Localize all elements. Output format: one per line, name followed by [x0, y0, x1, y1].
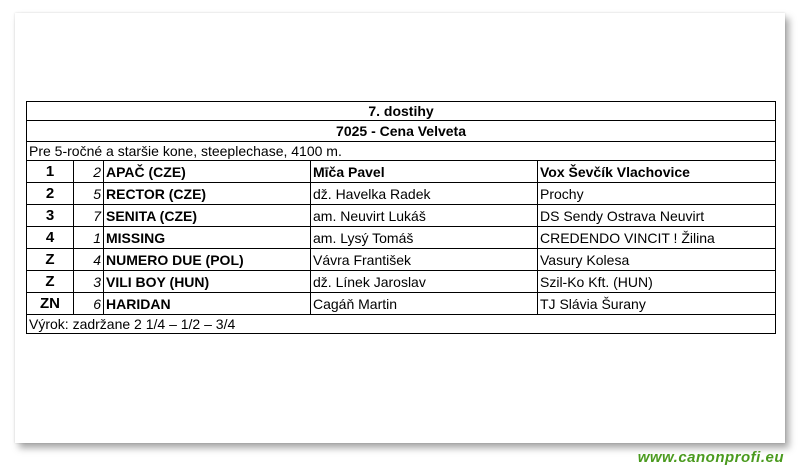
start-number: 5: [74, 183, 104, 205]
start-number: 1: [74, 227, 104, 249]
jockey-name: dž. Havelka Radek: [311, 183, 538, 205]
finish-position: 2: [27, 183, 74, 205]
owner-name: TJ Slávia Šurany: [538, 293, 776, 315]
finish-position: 1: [27, 161, 74, 183]
finish-position: Z: [27, 249, 74, 271]
jockey-name: am. Lysý Tomáš: [311, 227, 538, 249]
start-number: 2: [74, 161, 104, 183]
table-row: [27, 249, 776, 271]
owner-name: Vox Ševčík Vlachovice: [538, 161, 776, 183]
horse-name: NUMERO DUE (POL): [104, 249, 311, 271]
table-row: [27, 293, 776, 315]
finish-position: ZN: [27, 293, 74, 315]
race-title-row: [27, 102, 776, 121]
horse-name: MISSING: [104, 227, 311, 249]
horse-name: SENITA (CZE): [104, 205, 311, 227]
owner-name: Szil-Ko Kft. (HUN): [538, 271, 776, 293]
start-number: 7: [74, 205, 104, 227]
table-row: [27, 271, 776, 293]
table-row: [27, 161, 776, 183]
race-name-row: [27, 121, 776, 142]
start-number: 6: [74, 293, 104, 315]
race-conditions-row: [27, 142, 776, 161]
owner-name: CREDENDO VINCIT ! Žilina: [538, 227, 776, 249]
finish-position: 4: [27, 227, 74, 249]
owner-name: DS Sendy Ostrava Neuvirt: [538, 205, 776, 227]
race-name: 7025 - Cena Velveta: [27, 121, 776, 142]
start-number: 4: [74, 249, 104, 271]
start-number: 3: [74, 271, 104, 293]
jockey-name: dž. Línek Jaroslav: [311, 271, 538, 293]
jockey-name: am. Neuvirt Lukáš: [311, 205, 538, 227]
horse-name: HARIDAN: [104, 293, 311, 315]
race-verdict: Výrok: zadržane 2 1/4 – 1/2 – 3/4: [27, 315, 776, 334]
table-row: [27, 183, 776, 205]
table-row: [27, 227, 776, 249]
owner-name: Vasury Kolesa: [538, 249, 776, 271]
finish-position: 3: [27, 205, 74, 227]
jockey-name: Mīča Pavel: [311, 161, 538, 183]
race-conditions: Pre 5-ročné a staršie kone, steeplechase, 4100 m.: [27, 142, 776, 161]
race-results-table: [26, 101, 776, 334]
table-row: [27, 205, 776, 227]
jockey-name: Vávra František: [311, 249, 538, 271]
finish-position: Z: [27, 271, 74, 293]
horse-name: RECTOR (CZE): [104, 183, 311, 205]
race-result-row: [27, 315, 776, 334]
jockey-name: Cagáň Martin: [311, 293, 538, 315]
horse-name: VILI BOY (HUN): [104, 271, 311, 293]
watermark-url: www.canonprofi.eu: [637, 449, 784, 466]
race-title: 7. dostihy: [27, 102, 776, 121]
horse-name: APAČ (CZE): [104, 161, 311, 183]
owner-name: Prochy: [538, 183, 776, 205]
